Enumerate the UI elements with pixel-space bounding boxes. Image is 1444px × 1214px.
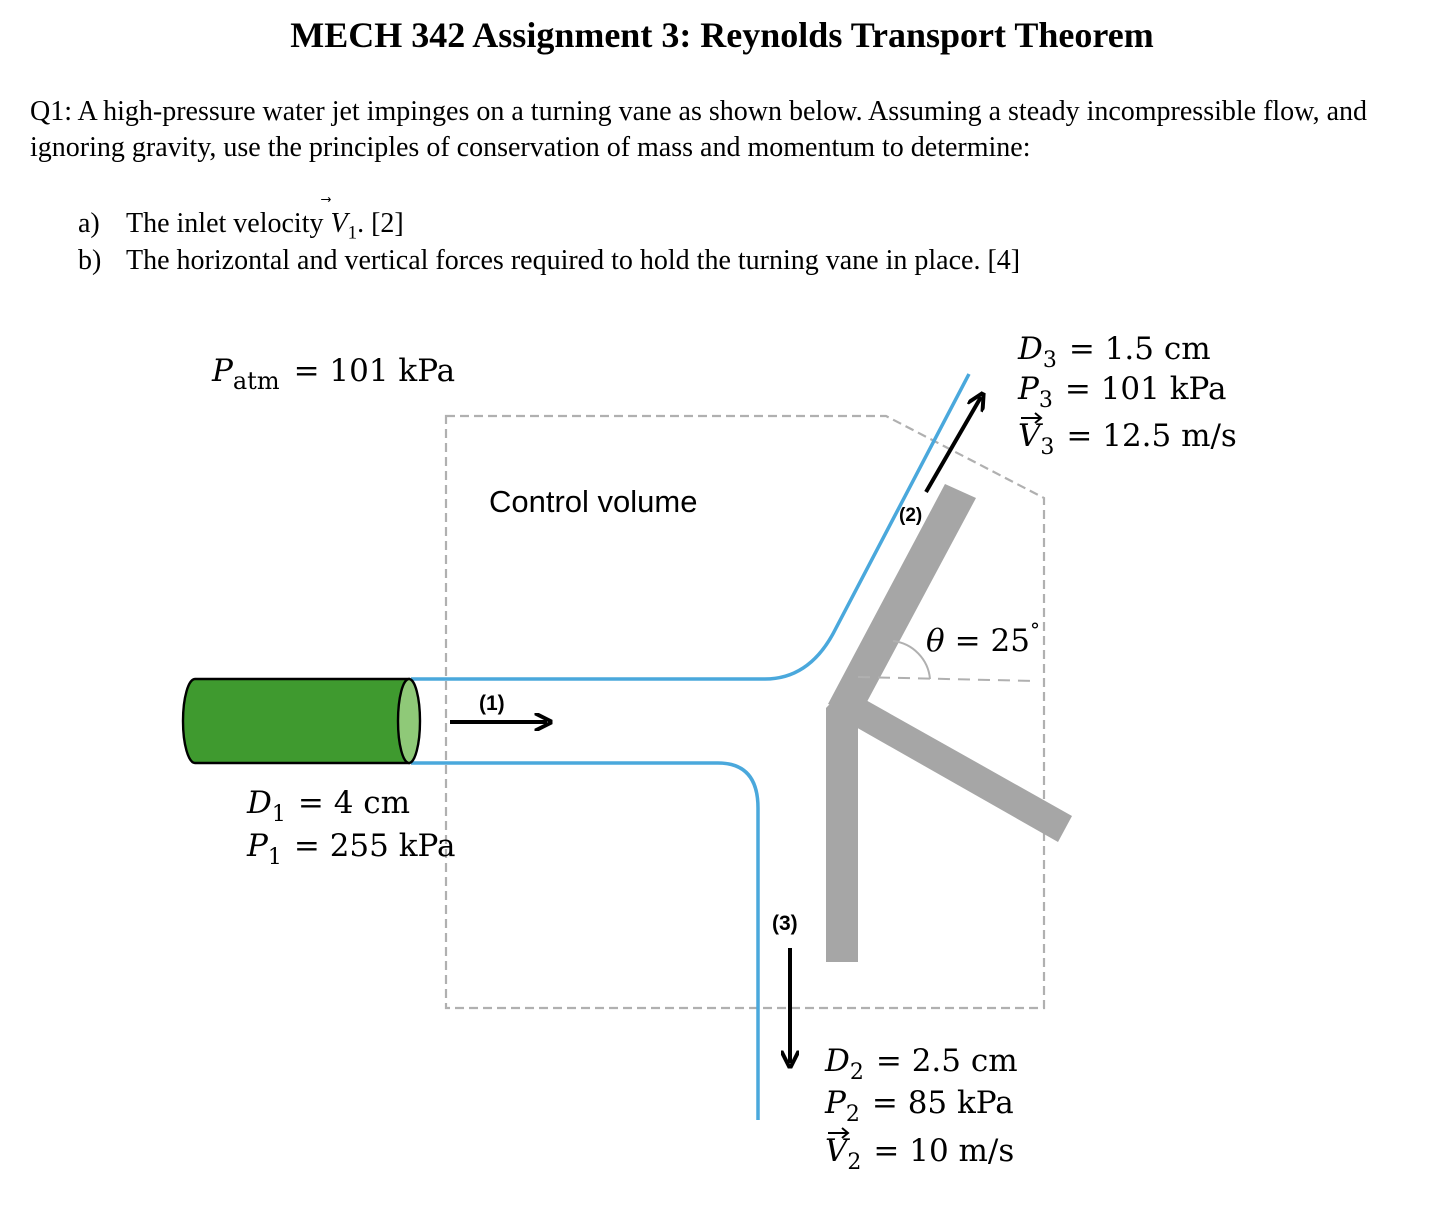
angle-label: θ = 25° [926, 618, 1040, 659]
page-title: MECH 342 Assignment 3: Reynolds Transport Theorem [290, 15, 1154, 55]
part-a-label: a) [78, 208, 100, 239]
upper-outlet-pressure-label: $P_3 = 101$ kPa [1018, 371, 1227, 413]
jet-lower-boundary [411, 763, 758, 1120]
inlet-diameter-label: $D_1 = 4$ cm [247, 785, 411, 827]
section-1-label: (1) [479, 692, 505, 715]
part-b-label: b) [78, 245, 102, 276]
angle-reference-line [858, 677, 1035, 681]
control-volume-label: Control volume [489, 484, 698, 519]
lower-outlet-velocity-label: $V_2 = 10$ m/s [825, 1133, 1015, 1175]
nozzle-exit-face [398, 679, 420, 763]
upper-outlet-diameter-label: $D_3 = 1.5$ cm [1018, 331, 1211, 373]
lower-outlet-diameter-label: $D_2 = 2.5$ cm [825, 1043, 1018, 1085]
question-text: Q1: A high-pressure water jet impinges on a turning vane as shown below. Assuming a steady incompressible flow, and ignoring gravity, use the principles of conservation of mass and momentum to determine: [30, 96, 1368, 163]
part-b-text: The horizontal and vertical forces required to hold the turning vane in place. [4] [126, 245, 1021, 276]
part-a-points: . [2] [357, 208, 404, 239]
upper-outlet-velocity-label: $V_3 = 12.5$ m/s [1018, 418, 1237, 460]
section-3-label: (3) [772, 912, 798, 935]
part-a-text: The inlet velocity [126, 208, 331, 239]
turning-vane [826, 484, 1072, 962]
upper-outlet-flow-arrow [926, 397, 981, 492]
part-a-velocity-symbol: $V_1$ [330, 208, 358, 244]
lower-outlet-pressure-label: $P_2 = 85$ kPa [825, 1085, 1014, 1127]
nozzle-body [183, 679, 409, 763]
atm-pressure-label: $P_{atm} = 101$ kPa [212, 353, 456, 395]
angle-arc [893, 641, 930, 679]
inlet-pressure-label: $P_1 = 255$ kPa [247, 828, 456, 870]
section-2-label: (2) [899, 505, 923, 526]
